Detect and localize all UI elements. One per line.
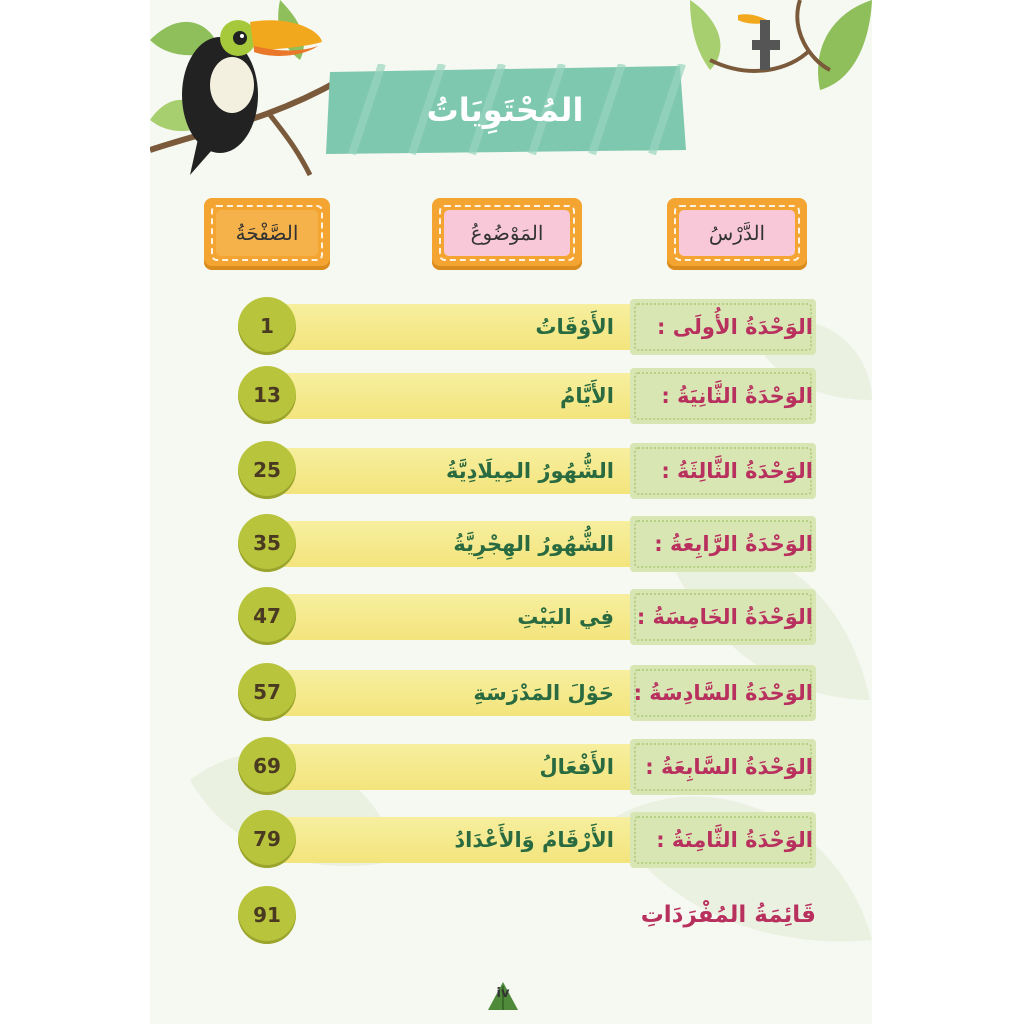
unit-label: الوَحْدَةُ الثَّامِنَةُ : xyxy=(656,828,813,852)
header-lesson xyxy=(667,198,807,270)
page-number-badge: 47 xyxy=(238,587,296,645)
header-page xyxy=(204,198,330,270)
unit-label: الوَحْدَةُ السَّابِعَةُ : xyxy=(645,755,813,779)
topic-label: حَوْلَ المَدْرَسَةِ xyxy=(473,681,614,705)
contents-row xyxy=(0,737,1024,797)
unit-label: الوَحْدَةُ الخَامِسَةُ : xyxy=(636,605,813,629)
unit-label: الوَحْدَةُ الثَّانِيَةُ : xyxy=(661,384,813,408)
header-page-label: الصَّفْحَةُ xyxy=(216,210,318,256)
topic-label: الأَيَّامُ xyxy=(560,384,614,408)
page-number-badge: 57 xyxy=(238,663,296,721)
contents-row xyxy=(0,587,1024,647)
page-number-badge: 1 xyxy=(238,297,296,355)
header-topic xyxy=(432,198,582,270)
unit-label: الوَحْدَةُ الأُولَى : xyxy=(657,315,813,339)
topic-label: الأَوْقَاتُ xyxy=(535,315,614,339)
page-number-badge: 13 xyxy=(238,366,296,424)
topic-label: الأَرْقَامُ وَالأَعْدَادُ xyxy=(454,828,614,852)
header-lesson-label: الدَّرْسُ xyxy=(679,210,795,256)
page-number-badge: 69 xyxy=(238,737,296,795)
unit-label: الوَحْدَةُ الرَّابِعَةُ : xyxy=(654,532,813,556)
contents-row xyxy=(0,366,1024,426)
bird-icon xyxy=(690,0,872,100)
unit-label: الوَحْدَةُ السَّادِسَةُ : xyxy=(633,681,813,705)
topic-label: فِي البَيْتِ xyxy=(517,605,614,629)
page-number-badge: 91 xyxy=(238,886,296,944)
page-number-badge: 79 xyxy=(238,810,296,868)
vocabulary-label: قَائِمَةُ المُفْرَدَاتِ xyxy=(640,902,816,928)
contents-row xyxy=(0,514,1024,574)
contents-row xyxy=(0,810,1024,870)
contents-row xyxy=(0,663,1024,723)
topic-label: الشُّهُورُ المِيلَادِيَّةُ xyxy=(446,459,614,483)
page-number-badge: 25 xyxy=(238,441,296,499)
page-title: المُحْتَوِيَاتُ xyxy=(426,91,584,129)
unit-label: الوَحْدَةُ الثَّالِثَةُ : xyxy=(661,459,813,483)
page-number: iv xyxy=(496,986,510,1001)
toucan-icon xyxy=(150,0,350,180)
contents-row xyxy=(0,297,1024,357)
page-number-badge: 35 xyxy=(238,514,296,572)
header-topic-label: المَوْضُوعُ xyxy=(444,210,570,256)
topic-label: الشُّهُورُ الهِجْرِيَّةُ xyxy=(453,532,614,556)
topic-label: الأَفْعَالُ xyxy=(539,755,614,779)
contents-row xyxy=(0,441,1024,501)
